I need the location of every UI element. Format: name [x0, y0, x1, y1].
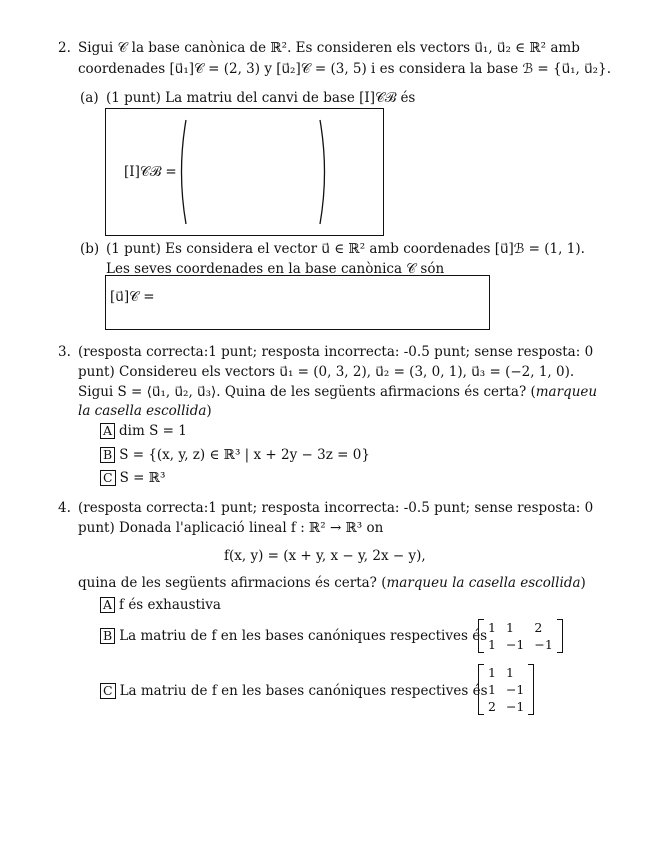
question-text-line: (resposta correcta:1 punt; resposta incorrecta: -0.5 punt; sense resposta: 0 — [78, 344, 594, 360]
question-text-line: quina de les següents afirmacions és certa? (marqueu la casella escollida) — [78, 575, 586, 591]
option-text: La matriu de f en les bases canóniques respectives és — [119, 628, 488, 644]
option-checkbox[interactable]: C — [100, 683, 116, 699]
part-text: (1 punt) La matriu del canvi de base [I]𝒞ℬ és — [106, 90, 416, 106]
matrix-cell: 2 — [488, 699, 496, 714]
matrix-cell: 2 — [534, 620, 543, 635]
question-text-line: punt) Considereu els vectors u⃗₁ = (0, 3, 2), u⃗₂ = (3, 0, 1), u⃗₃ = (−2, 1, 0). — [78, 364, 575, 380]
question-text-line: punt) Donada l'aplicació lineal f : ℝ² → ℝ³ on — [78, 520, 384, 536]
part-text: Les seves coordenades en la base canònica 𝒞 són — [106, 261, 445, 277]
part-text: (1 punt) Es considera el vector u⃗ ∈ ℝ² amb coordenades [u⃗]ℬ = (1, 1). — [106, 241, 585, 257]
option-c[interactable] — [100, 683, 488, 699]
matrix-c — [478, 664, 534, 715]
question-number: 3. — [58, 344, 71, 360]
option-text: f és exhaustiva — [119, 597, 221, 613]
option-checkbox[interactable]: A — [100, 423, 115, 439]
right-parenthesis-icon — [318, 119, 330, 225]
option-text: dim S = 1 — [119, 423, 187, 439]
question-text-line: la casella escollida) — [78, 403, 212, 419]
part-label: (a) — [80, 90, 99, 106]
option-checkbox[interactable]: A — [100, 597, 115, 613]
matrix-cell: 1 — [488, 682, 496, 697]
matrix-cell: 1 — [488, 620, 496, 635]
option-checkbox[interactable]: B — [100, 447, 115, 463]
option-a[interactable] — [100, 423, 187, 439]
option-a[interactable] — [100, 597, 221, 613]
option-text: S = ℝ³ — [119, 470, 166, 486]
question-text-line: (resposta correcta:1 punt; resposta incorrecta: -0.5 punt; sense resposta: 0 — [78, 500, 594, 516]
option-b[interactable] — [100, 447, 370, 463]
matrix-cell: 1 — [505, 620, 514, 635]
question-text-line: Sigui 𝒞 la base canònica de ℝ². Es consideren els vectors u⃗₁, u⃗₂ ∈ ℝ² amb — [78, 40, 580, 56]
option-text: La matriu de f en les bases canóniques respectives és — [119, 683, 488, 699]
answer-box-vector[interactable] — [105, 275, 490, 330]
option-checkbox[interactable]: C — [100, 470, 116, 486]
option-c[interactable] — [100, 470, 165, 486]
question-text-line: Sigui S = ⟨u⃗₁, u⃗₂, u⃗₃⟩. Quina de les següents afirmacions és certa? (marqueu — [78, 384, 598, 400]
formula: f(x, y) = (x + y, x − y, 2x − y), — [224, 548, 426, 564]
matrix-cell: −1 — [534, 637, 553, 652]
matrix-cell: −1 — [505, 699, 525, 714]
question-number: 2. — [58, 40, 71, 56]
matrix-cell: −1 — [505, 682, 525, 697]
matrix-cell: 1 — [488, 637, 496, 652]
answer-box-matrix[interactable] — [105, 108, 384, 236]
question-text-line: coordenades [u⃗₁]𝒞 = (2, 3) y [u⃗₂]𝒞 = (3, 5) i es considera la base ℬ = {u⃗₁, u⃗₂}. — [78, 61, 611, 77]
question-number: 4. — [58, 500, 71, 516]
matrix-b — [478, 619, 563, 653]
part-label: (b) — [80, 241, 100, 257]
answer-box-label: [u⃗]𝒞 = — [110, 289, 155, 305]
option-text: S = {(x, y, z) ∈ ℝ³ | x + 2y − 3z = 0} — [119, 447, 370, 463]
left-parenthesis-icon — [176, 119, 188, 225]
matrix-cell: 1 — [505, 665, 514, 680]
matrix-cell: 1 — [488, 665, 496, 680]
matrix-cell: −1 — [505, 637, 525, 652]
option-checkbox[interactable]: B — [100, 628, 115, 644]
answer-box-label: [I]𝒞ℬ = — [124, 164, 177, 180]
option-b[interactable] — [100, 628, 487, 644]
